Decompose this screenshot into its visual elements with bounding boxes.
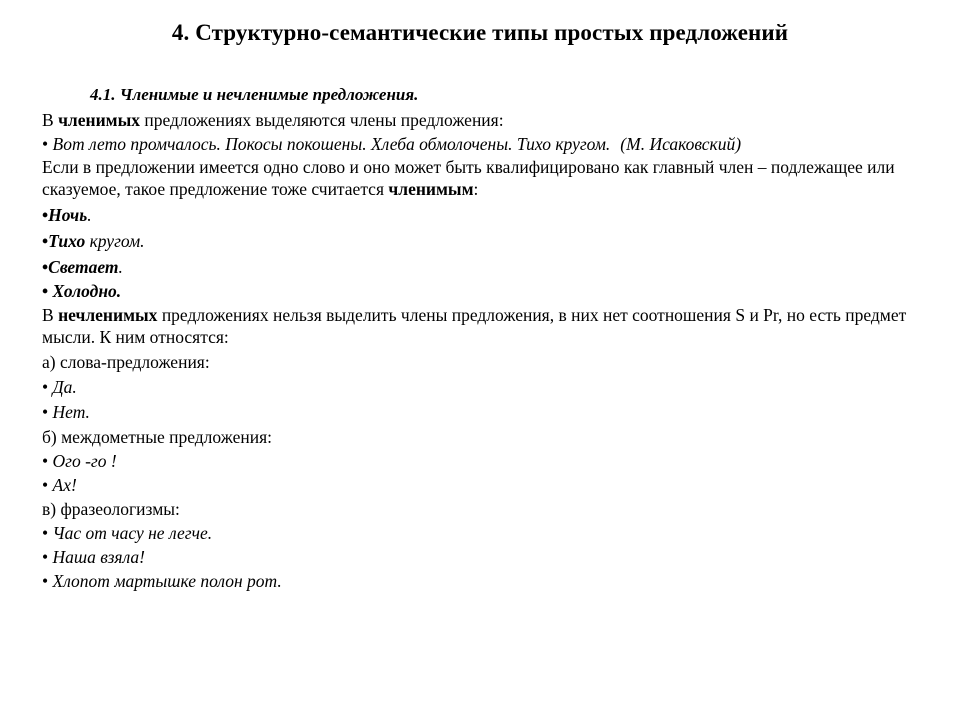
- bullet: •: [42, 281, 53, 301]
- bullet: •: [42, 402, 53, 422]
- list-item: [42, 473, 922, 497]
- example-rest: .: [87, 205, 92, 225]
- example-item: [42, 229, 922, 253]
- term-segmentable: членимых: [58, 110, 141, 130]
- list-item-text: Ого -го !: [52, 451, 117, 471]
- section-subtitle: 4.1. Членимые и нечленимые предложения.: [90, 85, 419, 104]
- bullet: •: [42, 547, 53, 567]
- example-author: (М. Исаковский): [620, 134, 742, 154]
- example-line: [42, 132, 922, 156]
- list-item-text: Час от часу не легче.: [52, 523, 213, 543]
- example-word: Холодно.: [52, 281, 122, 301]
- term-unsegmentable: нечленимых: [58, 305, 158, 325]
- text: В: [42, 110, 59, 130]
- example-item: [42, 255, 922, 279]
- list-item: [42, 400, 922, 424]
- example-item: [42, 203, 922, 227]
- paragraph-one-word: [42, 156, 922, 200]
- bullet: •: [42, 523, 53, 543]
- text: предложениях нельзя выделить члены предложения, в них нет соотношения S и Pr, но есть предмет мысли. К ним относятся:: [42, 305, 907, 347]
- example-word: Ночь: [48, 205, 88, 225]
- list-item-text: Наша взяла!: [52, 547, 145, 567]
- bullet: •: [42, 475, 53, 495]
- example-word: Светает: [48, 257, 119, 277]
- bullet: •: [42, 134, 53, 154]
- list-item: [42, 545, 922, 569]
- group-heading: б) междометные предложения:: [42, 427, 272, 447]
- bullet: •: [42, 205, 49, 225]
- list-item: [42, 375, 922, 399]
- text: :: [473, 179, 479, 199]
- list-item-text: Да.: [52, 377, 77, 397]
- group-heading: в) фразеологизмы:: [42, 499, 180, 519]
- paragraph-unsegmentable: [42, 304, 922, 348]
- example-rest: .: [118, 257, 123, 277]
- term-segmentable: членимым: [388, 179, 474, 199]
- example-text: Вот лето промчалось. Покосы покошены. Хлеба обмолочены. Тихо кругом.: [52, 134, 611, 154]
- bullet: •: [42, 257, 49, 277]
- bullet: •: [42, 377, 53, 397]
- bullet: •: [42, 231, 49, 251]
- bullet: •: [42, 571, 53, 591]
- list-item-text: Нет.: [52, 402, 90, 422]
- text: предложениях выделяются члены предложения:: [140, 110, 504, 130]
- text: В: [42, 305, 59, 325]
- bullet: •: [42, 451, 53, 471]
- paragraph-segmentable: [42, 108, 922, 132]
- list-item: [42, 569, 922, 593]
- list-item: [42, 521, 922, 545]
- list-item-text: Ах!: [52, 475, 77, 495]
- text: Если в предложении имеется одно слово и оно может быть квалифицировано как главный член – подлежащее или сказуемое, такое предложение тоже считается: [42, 157, 895, 199]
- example-word: Тихо: [48, 231, 86, 251]
- slide-body: [42, 108, 922, 593]
- list-item-text: Хлопот мартышке полон рот.: [52, 571, 282, 591]
- list-item: [42, 449, 922, 473]
- group-heading: а) слова-предложения:: [42, 352, 210, 372]
- example-rest: кругом.: [85, 231, 145, 251]
- example-item: [42, 279, 922, 303]
- slide-title: 4. Структурно-семантические типы простых предложений: [171, 20, 789, 45]
